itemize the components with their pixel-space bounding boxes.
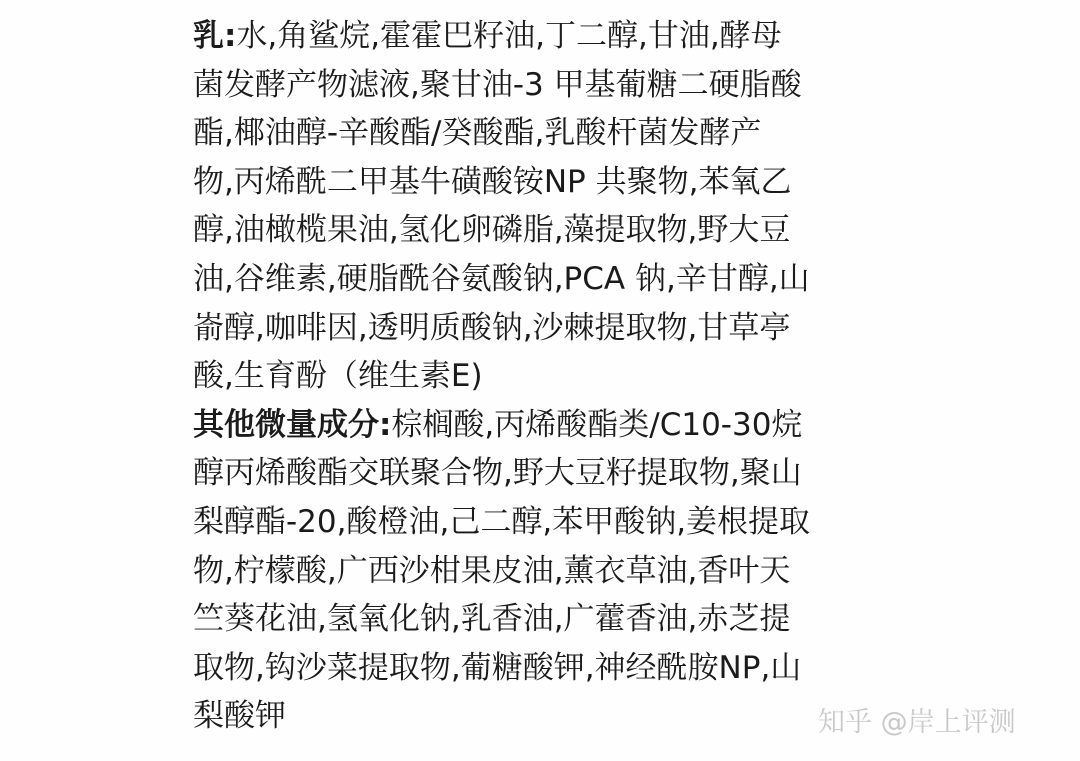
milk-label: 乳: — [193, 18, 237, 54]
milk-line-3: 酯,椰油醇-辛酸酯/癸酸酯,乳酸杆菌发酵产 — [193, 115, 762, 152]
trace-line-5: 竺葵花油,氢氧化钠,乳香油,广藿香油,赤芝提 — [193, 601, 791, 638]
milk-line-2: 菌发酵产物滤液,聚甘油-3 甲基葡糖二硬脂酸 — [193, 66, 802, 103]
milk-line-4: 物,丙烯酰二甲基牛磺酸铵NP 共聚物,苯氧乙 — [193, 163, 792, 200]
milk-line-7: 嵛醇,咖啡因,透明质酸钠,沙棘提取物,甘草亭 — [193, 309, 791, 346]
trace-label: 其他微量成分: — [193, 406, 392, 443]
milk-line-6: 油,谷维素,硬脂酰谷氨酸钠,PCA 钠,辛甘醇,山 — [193, 260, 810, 297]
trace-line-6: 取物,钩沙菜提取物,葡糖酸钾,神经酰胺NP,山 — [193, 649, 802, 686]
watermark: 知乎 @岸上评测 — [818, 707, 1016, 738]
ingredient-text — [193, 12, 893, 741]
trace-line-3: 梨醇酯-20,酸橙油,己二醇,苯甲酸钠,姜根提取 — [193, 503, 811, 540]
trace-line-1: 其他微量成分:棕榈酸,丙烯酸酯类/C10-30烷 — [193, 406, 803, 443]
milk-line-1: 乳:水,角鲨烷,霍霍巴籽油,丁二醇,甘油,酵母 — [193, 18, 782, 54]
trace-line-7: 梨酸钾 — [193, 698, 286, 735]
trace-line-4: 物,柠檬酸,广西沙柑果皮油,薰衣草油,香叶天 — [193, 552, 791, 589]
milk-line-8: 酸,生育酚（维生素E) — [193, 358, 483, 395]
milk-line-5: 醇,油橄榄果油,氢化卵磷脂,藻提取物,野大豆 — [193, 212, 791, 249]
trace-line-2: 醇丙烯酸酯交联聚合物,野大豆籽提取物,聚山 — [193, 455, 802, 492]
